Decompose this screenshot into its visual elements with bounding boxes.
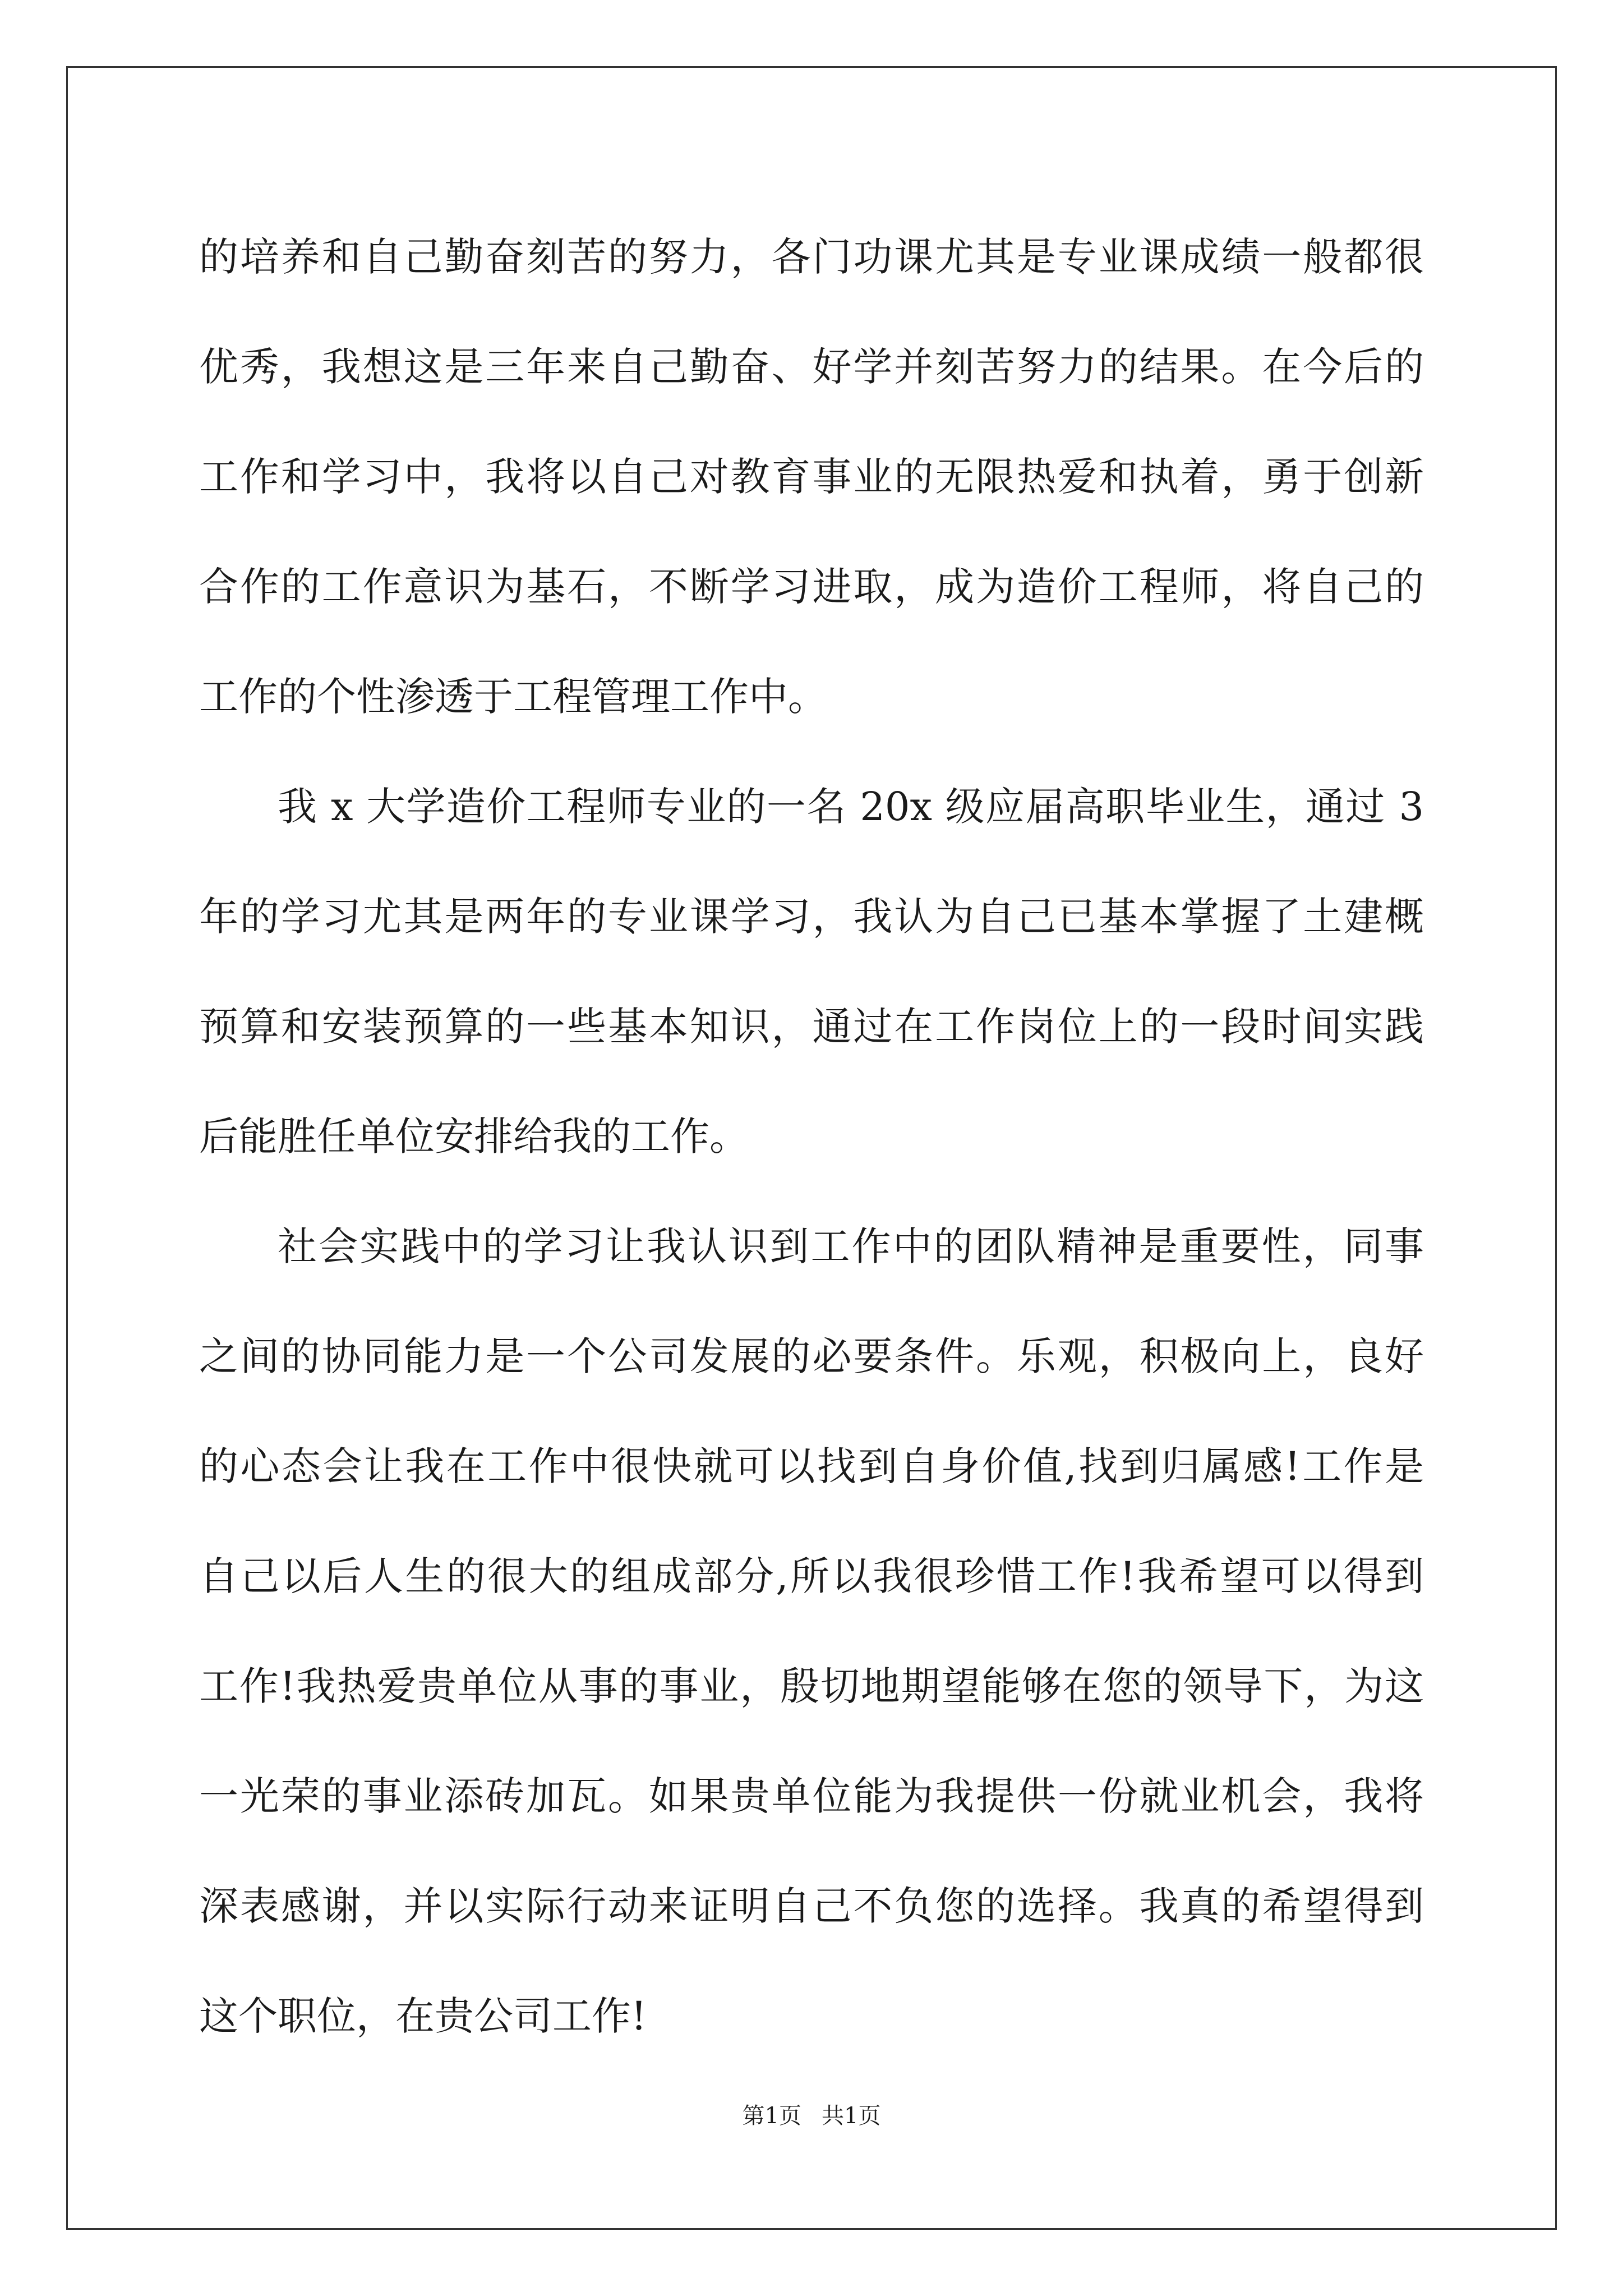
page-number-current: 第1页	[742, 2103, 801, 2129]
text-line: 合作的工作意识为基石，不断学习进取，成为造价工程师，将自己的	[199, 564, 1424, 610]
text-line: 优秀，我想这是三年来自己勤奋、好学并刻苦努力的结果。在今后的	[199, 344, 1424, 390]
text-line: 预算和安装预算的一些基本知识，通过在工作岗位上的一段时间实践	[199, 1004, 1424, 1050]
text-line: 这个职位，在贵公司工作!	[199, 1993, 647, 2039]
text-line: 后能胜任单位安排给我的工作。	[199, 1114, 749, 1159]
text-line: 社会实践中的学习让我认识到工作中的团队精神是重要性，同事	[278, 1223, 1424, 1269]
text-line: 深表感谢，并以实际行动来证明自己不负您的选择。我真的希望得到	[199, 1883, 1424, 1929]
text-line: 工作的个性渗透于工程管理工作中。	[199, 674, 827, 720]
document-body	[199, 202, 1424, 2071]
text-line: 年的学习尤其是两年的专业课学习，我认为自己已基本掌握了土建概	[199, 894, 1424, 940]
page-number-total: 共1页	[822, 2103, 881, 2129]
text-line: 工作!我热爱贵单位从事的事业，殷切地期望能够在您的领导下，为这	[199, 1663, 1424, 1709]
text-line: 之间的协同能力是一个公司发展的必要条件。乐观，积极向上，良好	[199, 1333, 1424, 1379]
text-line: 我 x 大学造价工程师专业的一名 20x 级应届高职毕业生，通过 3	[278, 784, 1424, 830]
text-line: 一光荣的事业添砖加瓦。如果贵单位能为我提供一份就业机会，我将	[199, 1773, 1424, 1819]
paragraph-2	[199, 752, 1424, 1191]
paragraph-3	[199, 1191, 1424, 2071]
text-line: 工作和学习中，我将以自己对教育事业的无限热爱和执着，勇于创新	[199, 454, 1424, 500]
text-line: 的培养和自己勤奋刻苦的努力，各门功课尤其是专业课成绩一般都很	[199, 234, 1424, 280]
text-line: 的心态会让我在工作中很快就可以找到自身价值,找到归属感!工作是	[199, 1443, 1424, 1489]
paragraph-1	[199, 202, 1424, 752]
page-footer	[0, 2098, 1623, 2130]
text-line: 自己以后人生的很大的组成部分,所以我很珍惜工作!我希望可以得到	[199, 1553, 1424, 1599]
